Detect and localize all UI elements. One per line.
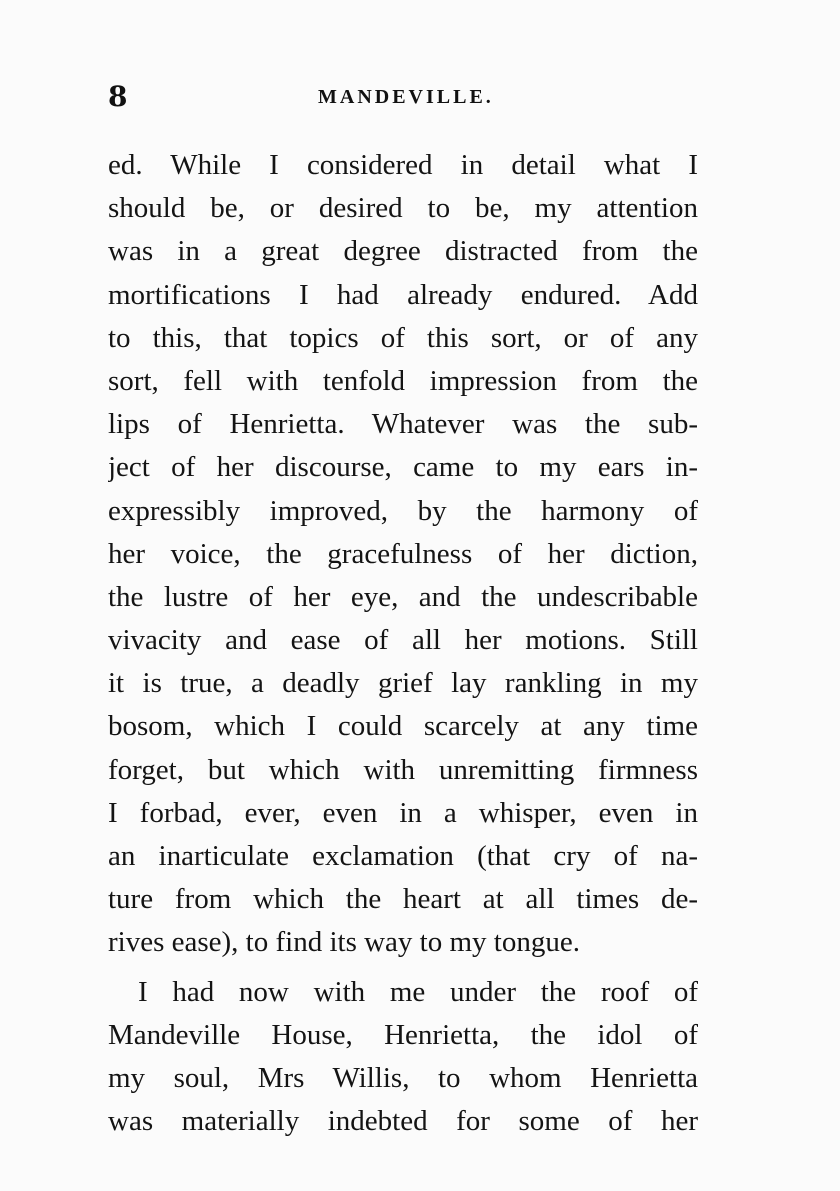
text-line: was in a great degree distracted from the: [108, 235, 698, 268]
text-line: rives ease), to find its way to my tongue.: [108, 926, 580, 959]
text-line: forget, but which with unremitting firmness: [108, 753, 698, 786]
text-line: lips of Henrietta. Whatever was the sub-: [108, 408, 698, 441]
text-line: it is true, a deadly grief lay rankling in my: [108, 667, 698, 700]
text-line: an inarticulate exclamation (that cry of na-: [108, 840, 698, 872]
text-line: to this, that topics of this sort, or of any: [108, 321, 698, 354]
paragraph-2: [108, 971, 698, 1144]
text-line: ject of her discourse, came to my ears in-: [108, 451, 698, 484]
text-line: should be, or desired to be, my attention: [108, 192, 698, 225]
body-text: [108, 144, 698, 1143]
page-number: 8: [108, 80, 128, 113]
text-line: bosom, which I could scarcely at any time: [108, 710, 698, 743]
text-line: expressibly improved, by the harmony of: [108, 494, 698, 527]
text-line: her voice, the gracefulness of her diction,: [108, 537, 698, 570]
text-line: sort, fell with tenfold impression from the: [108, 364, 698, 397]
text-line: my soul, Mrs Willis, to whom Henrietta: [108, 1061, 698, 1094]
text-line: was materially indebted for some of her: [108, 1105, 698, 1138]
text-line: vivacity and ease of all her motions. Still: [108, 624, 698, 657]
running-head: MANDEVILLE.: [318, 86, 494, 108]
text-line: Mandeville House, Henrietta, the idol of: [108, 1018, 698, 1051]
text-line: ture from which the heart at all times de-: [108, 883, 698, 916]
text-line: ed. While I considered in detail what I: [108, 149, 698, 181]
text-line: mortifications I had already endured. Add: [108, 278, 698, 311]
text-line: I forbad, ever, even in a whisper, even in: [108, 796, 698, 829]
text-line: I had now with me under the roof of: [138, 975, 698, 1008]
text-line: the lustre of her eye, and the undescribable: [108, 580, 698, 613]
page-header: [108, 80, 708, 120]
paragraph-1: [108, 144, 698, 965]
